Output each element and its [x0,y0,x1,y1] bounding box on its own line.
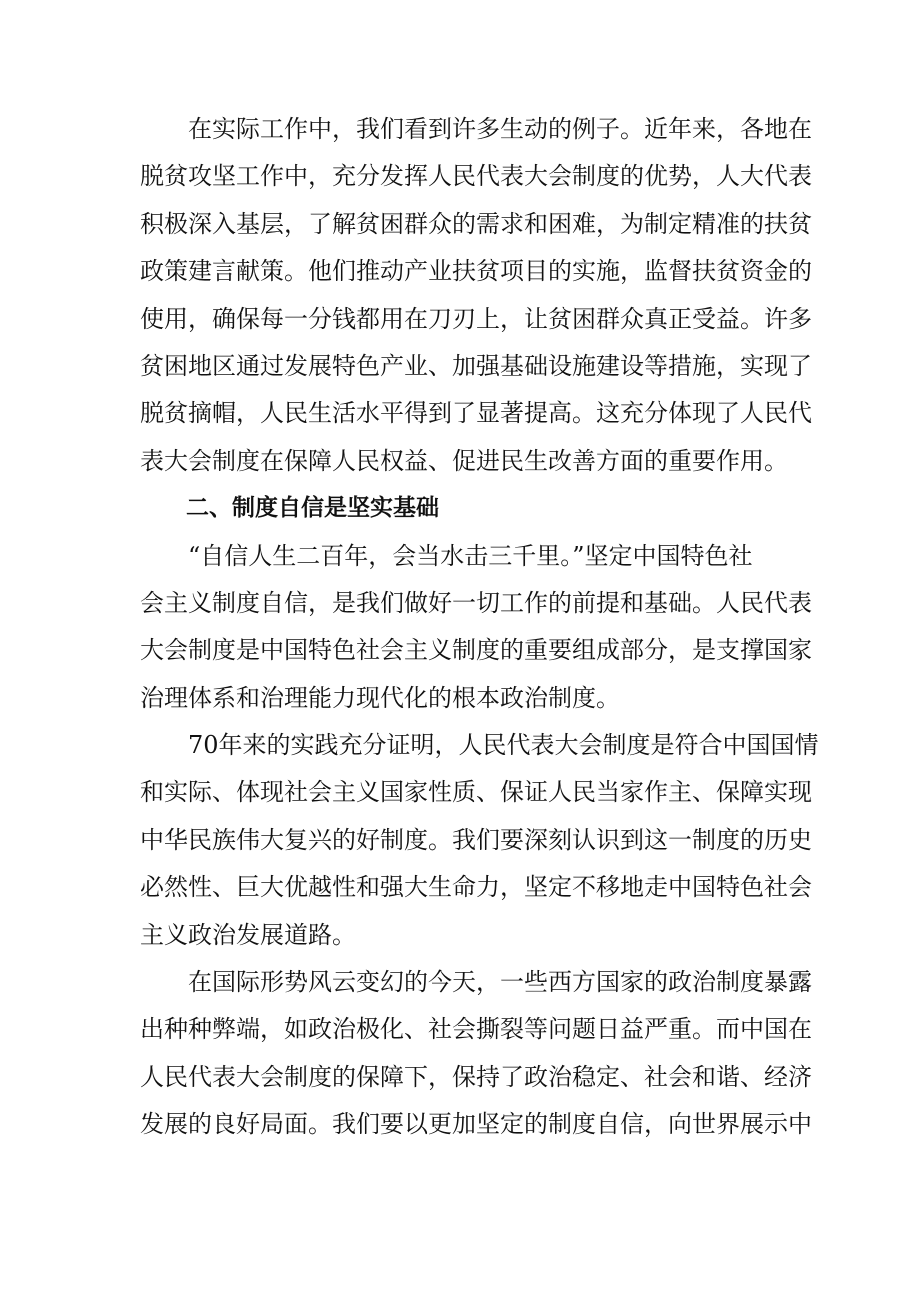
paragraph-4 [140,959,812,1149]
paragraph-1 [140,106,812,485]
text-line: 在国际形势风云变幻的今天，一些西方国家的政治制度暴露 [140,968,812,997]
text-line: 和实际、体现社会主义国家性质、保证人民当家作主、保障实现 [140,778,812,807]
text-line: 发展的良好局面。我们要以更加坚定的制度自信，向世界展示中 [140,1110,812,1139]
text-line: 出种种弊端，如政治极化、社会撕裂等问题日益严重。而中国在 [140,1015,812,1044]
text-line: 使用，确保每一分钱都用在刀刃上，让贫困群众真正受益。许多 [140,304,812,333]
section-heading-text: 二、制度自信是坚实基础 [140,495,439,522]
text-line: “自信人生二百年，会当水击三千里。”坚定中国特色社 [140,541,753,570]
text-line: 大会制度是中国特色社会主义制度的重要组成部分，是支撑国家 [140,636,812,665]
text-line: 必然性、巨大优越性和强大生命力，坚定不移地走中国特色社会 [140,873,812,902]
text-line: 在实际工作中，我们看到许多生动的例子。近年来，各地在 [140,115,812,143]
text-line: 脱贫攻坚工作中，充分发挥人民代表大会制度的优势，人大代表 [140,162,812,191]
text-line: 主义政治发展道路。 [140,920,356,949]
text-line: 会主义制度自信，是我们做好一切工作的前提和基础。人民代表 [140,588,812,617]
paragraph-2 [140,533,812,723]
paragraph-3 [140,722,819,959]
text-line: 中华民族伟大复兴的好制度。我们要深刻认识到这一制度的历史 [140,825,812,854]
text-line: 政策建言献策。他们推动产业扶贫项目的实施，监督扶贫资金的 [140,257,812,286]
text-line: 贫困地区通过发展特色产业、加强基础设施建设等措施，实现了 [140,351,812,380]
text-line: 脱贫摘帽，人民生活水平得到了显著提高。这充分体现了人民代 [140,399,812,428]
document-body [140,106,819,1149]
text-line: 治理体系和治理能力现代化的根本政治制度。 [140,683,620,712]
section-heading [140,485,792,532]
text-line: 人民代表大会制度的保障下，保持了政治稳定、社会和谐、经济 [140,1062,812,1091]
text-line: 70年来的实践充分证明，人民代表大会制度是符合中国国情 [140,731,819,760]
text-line: 表大会制度在保障人民权益、促进民生改善方面的重要作用。 [140,446,788,475]
text-line: 积极深入基层，了解贫困群众的需求和困难，为制定精准的扶贫 [140,209,812,238]
